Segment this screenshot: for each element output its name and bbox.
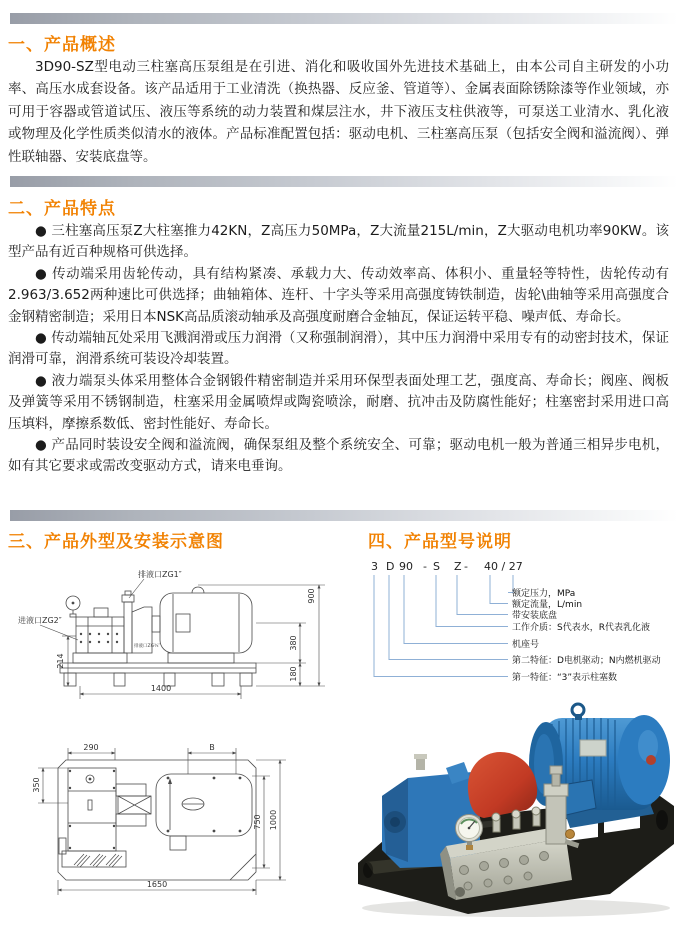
dim-900: 900 bbox=[307, 588, 316, 604]
model-code-diagram bbox=[366, 556, 676, 702]
dim-B: B bbox=[209, 743, 215, 752]
dim-214: 214 bbox=[56, 653, 65, 669]
label-leader-lines bbox=[40, 579, 144, 640]
model-code-legend bbox=[512, 587, 661, 683]
model-token: - bbox=[423, 560, 427, 573]
section2-feature-list bbox=[8, 221, 669, 478]
dim-290: 290 bbox=[83, 743, 99, 752]
installation-drawing-side-view bbox=[16, 560, 334, 712]
motor-nameplate bbox=[580, 740, 606, 756]
legend-item: 机座号 bbox=[512, 640, 540, 650]
section1-paragraph bbox=[8, 56, 669, 168]
divider-bar-middle bbox=[10, 176, 678, 187]
section4-title: 四、产品型号说明 bbox=[368, 532, 512, 552]
feature-bullet: ● 液力端泵头体采用整体合金钢锻件精密制造并采用环保型表面处理工艺，强度高、寿命长；阀座、阀板及弹簧等采用不锈钢制造，柱塞采用金属喷焊或陶瓷喷涂，耐磨、抗冲击及防腐性能好；柱塞密封采用进口高压填料，摩擦系数低、密封性能好、寿命长。 bbox=[8, 372, 669, 432]
overview-paragraph: 3D90-SZ型电动三柱塞高压泵组是在引进、消化和吸收国外先进技术基础上，由本公司自主研发的小功率、高压水成套设备。该产品适用于工业清洗（换热器、反应釜、管道等）、金属表面除锈除漆等作业领域，亦可用于容器或管道试压、液压等系统的动力装置和煤层注水，井下液压支柱供液等，可泵送工业清水、乳化液或物理及化学性质类似清水的液体。产品标准配置包括：驱动电机、三柱塞高压泵（包括安全阀和溢流阀）、弹性联轴器、安装底盘等。 bbox=[8, 59, 669, 165]
section3-title: 三、产品外型及安装示意图 bbox=[8, 532, 224, 552]
dim-750: 750 bbox=[253, 814, 262, 830]
dim-1650: 1650 bbox=[146, 880, 168, 889]
legend-item: 额定压力，MPa bbox=[512, 589, 576, 599]
legend-item: 额定流量，L/min bbox=[512, 600, 583, 610]
model-token: - bbox=[464, 560, 468, 573]
installation-drawing-top-view bbox=[18, 738, 308, 910]
feature-bullet: ● 产品同时装设安全阀和溢流阀，确保泵组及整个系统安全、可靠；驱动电机一般为普通三相异步电机，如有其它要求或需改变驱动方式，请来电垂询。 bbox=[8, 437, 669, 475]
pump-unit-outline bbox=[60, 587, 256, 686]
model-code-tokens bbox=[371, 560, 523, 573]
divider-bar-bottom bbox=[10, 510, 678, 521]
model-token: D bbox=[386, 560, 395, 573]
model-token: 40 / 27 bbox=[484, 560, 523, 573]
dim-1000: 1000 bbox=[269, 809, 278, 831]
model-token: S bbox=[433, 560, 440, 573]
dim-380: 380 bbox=[289, 635, 298, 651]
model-token: Z bbox=[454, 560, 462, 573]
legend-item: 第一特征：“3”表示柱塞数 bbox=[512, 673, 618, 683]
feature-bullet: ● 传动端采用齿轮传动，具有结构紧凑、承载力大、传动效率高、体积小、重量轻等特性，齿轮传动有2.963/3.652两种速比可供选择；曲轴箱体、连杆、十字头等采用高强度铸铁制造，齿轮\曲轴等采用高强度合金钢精密制造；采用日本NSK高品质滚动轴承及高强度耐磨合金轴瓦，保证运转平稳、噪声低、寿命长。 bbox=[8, 265, 669, 325]
legend-leader-lines bbox=[374, 575, 513, 677]
divider-bar-top bbox=[10, 13, 678, 24]
feature-bullet: ● 三柱塞高压泵Z大柱塞推力42KN，Z高压力50MPa，Z大流量215L/min，Z大驱动电机功率90KW。该型产品有近百种规格可供选择。 bbox=[8, 223, 669, 261]
dim-1400: 1400 bbox=[150, 684, 172, 693]
dim-180: 180 bbox=[289, 666, 298, 682]
skid-outline bbox=[58, 760, 256, 880]
legend-item: 带安装底盘 bbox=[512, 611, 558, 621]
gauge-icon bbox=[66, 596, 80, 617]
dimension-lines bbox=[62, 585, 325, 699]
model-token: 3 bbox=[371, 560, 378, 573]
dim-350: 350 bbox=[32, 777, 41, 793]
photo-coupling-guard bbox=[468, 752, 537, 818]
legend-item: 第二特征：D电机驱动；N内燃机驱动 bbox=[512, 656, 661, 666]
dimension-lines bbox=[38, 748, 286, 895]
drain-port-label: 排液口ZG¾″ bbox=[134, 644, 161, 649]
inlet-port-label: 进液口ZG2″ bbox=[18, 616, 62, 625]
product-photo bbox=[348, 698, 678, 926]
section2-title: 二、产品特点 bbox=[8, 199, 116, 219]
feature-bullet: ● 传动端轴瓦处采用飞溅润滑或压力润滑（又称强制润滑），其中压力润滑中采用专有的动密封技术，保证润滑可靠，润滑系统可装设冷却装置。 bbox=[8, 330, 669, 368]
legend-item: 工作介质：S代表水，R代表乳化液 bbox=[512, 623, 650, 633]
lifting-eye-icon bbox=[192, 587, 204, 593]
model-token: 90 bbox=[399, 560, 413, 573]
discharge-port-label: 排液口ZG1″ bbox=[138, 570, 182, 579]
section1-title: 一、产品概述 bbox=[8, 35, 116, 55]
